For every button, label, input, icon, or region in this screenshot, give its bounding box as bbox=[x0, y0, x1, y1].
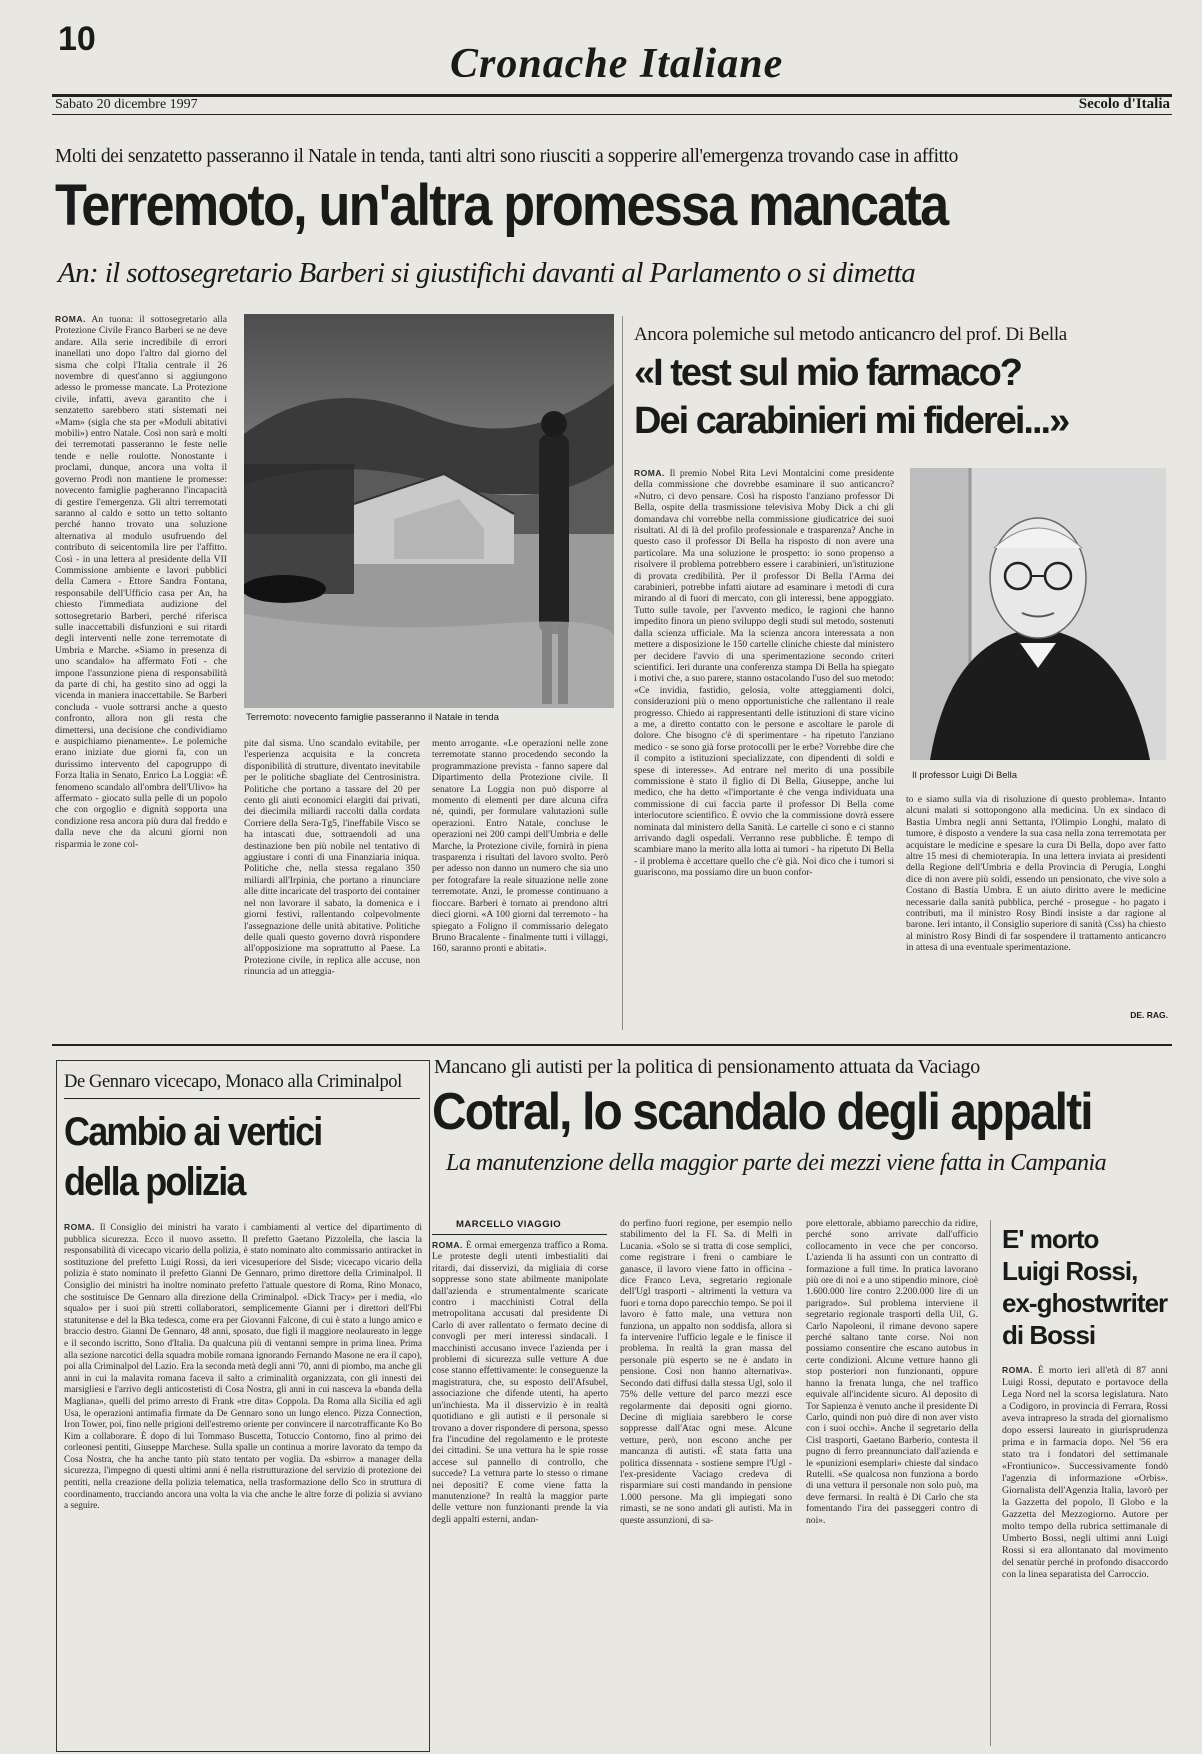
cotral-column-2 bbox=[620, 1218, 792, 1748]
police-headline-line-2: della polizia bbox=[64, 1160, 245, 1204]
issue-date: Sabato 20 dicembre 1997 bbox=[55, 97, 198, 112]
cotral-dateline: ROMA. bbox=[432, 1240, 463, 1250]
cotral-col1-text: È ormai emergenza traffico a Roma. Le proteste degli utenti imbestialiti dai ritardi, dai disservizi, da migliaia di corse soppresse sono state abilmente manipolate dall'azienda e strumentalmente scaricate contro i macchinisti Cotral della metropolitana accusati dal presidente Di Carlo di aver rallentato o fermato decine di convogli per meri interessi sindacali. I macchinisti accusano invece l'azienda per i problemi di sicurezza sulle vetture A due cose stanno effettivamente: le conseguenze la magistratura, che, su esposto dell'Afsubel, associazione che difende utenti, ha aperto un'inchiesta. Ma il disservizio è in realtà quotidiano e gli autisti e il personale si trovano a dover rispondere di persona, spesso fra l'incudine del regolamento e le proteste dei cittadini. Se una vettura ha le spie rosse accese sul pannello di controllo, che succede? La vettura parte lo stesso o rimane nei depositi? E come viene fatta la manutenzione? In realtà la maggior parte delle vetture non funzionanti prende la via degli appalti esterni, andan- bbox=[432, 1240, 608, 1525]
dibella-photo-caption: Il professor Luigi Di Bella bbox=[912, 770, 1018, 781]
rossi-body-text: È morto ieri all'età di 87 anni Luigi Rossi, deputato e portavoce della Lega Nord nel la scorsa legislatura. Nato a Codigoro, in provincia di Ferrara, Rossi aveva intrapreso la strada del giornalismo dopo essersi laureato in giurisprudenza prima e in farmacia dopo. Nel '56 era stato tra i fondatori del settimanale «Frontiunico». Successivamente fondò l'agenzia di informazione «Orbis». Giornalista dell'Agenzia Italia, lavorò per la Gazzetta del popolo, Il Globo e la Gazzetta del Mezzogiorno. Autore per molto tempo della rubrica settimanale di Umberto Bossi, negli ultimi anni Luigi Rossi si era allontanato dal movimento del senatùr perché in profondo disaccordo con la linea separatista del Carroccio. bbox=[1002, 1365, 1168, 1580]
cotral-col3-text: pore elettorale, abbiamo parecchio da ridire, perché sono arrivate dall'ufficio collocamento in vece che per concorso. L'azienda li ha assunti con un contratto di formazione a full time. In pratica lavorano più ore di noi e a uno stipendio minore, cioè 1.600.000 lire contro 2.200.000 lire di un parigrado». Sul problema interviene il segretario regionale trasporti della Uil, G. Carlo Napoleoni, il rimane devono sapere perché saltano tante corse. Noi non possiamo consentire che escano autobus in certe condizioni. Alcune vetture hanno gli stop posteriori non funzionanti, oppure hanno la frenata lunga, che nel traffico equivale all'incidente sicuro. Al deposito di Tor Sapienza è venuto anche il presidente Di Carlo, quindi non può dire di non aver visto con i suoi occhi». Anche il segretario della Cisl trasporti, Gaetano Barberio, contesta il pugno di ferro preannunciato dall'azienda e le «punizioni esemplari» chieste dal sindaco Rutelli. «Se qualcosa non funziona a bordo di una vettura il personale non solo può, ma deve fermarsi. In realtà è Di Carlo che sta fomentando l'ira dei passeggeri contro di noi». bbox=[806, 1218, 978, 1526]
dibella-column-2 bbox=[906, 794, 1166, 1006]
newspaper-name: Secolo d'Italia bbox=[1078, 96, 1170, 112]
cotral-byline-rule bbox=[432, 1234, 607, 1235]
dibella-headline-line-1: «I test sul mio farmaco? bbox=[634, 352, 1022, 394]
masthead-rule-top bbox=[52, 94, 1172, 97]
cotral-kicker: Mancano gli autisti per la politica di pensionamento attuata da Vaciago bbox=[434, 1056, 980, 1078]
dibella-col1-text: Il premio Nobel Rita Levi Montalcini come presidente della commissione che dovrebbe esaminare il suo anticancro? «Nutro, ci devo pensare. Così ha risposto l'anziano professor Di Bella, ospite della trasmissione televisiva Moby Dick a chi gli domandava chi vorrebbe nella commissione giudicatrice dei suoi risultati. Al di là del profilo professionale e trasparenza? Anche in questo caso il professor Di Bella ha risposto di non avere una particolare. Ma una soluzione le prospetto: io sono propenso a risolvere il problema potrebbero essere i carabinieri, un'istituzione di provata credibilità. Per il professor Di Bella l'Arma dei carabinieri, potrebbe infatti aiutare ad esaminare i metodi di cura mirando al di fuori di mercato, con gli interessi, bene appoggiato. Tutto sulle tavole, per l'avvento medico, le ragioni che hanno impedito finora un pieno sviluppo degli studi sul metodo, sostenuti dalla scienza ufficiale. Ma la scienza ancora interessata a non mettere a disposizione le 150 cartelle cliniche chieste dal ministero per decidere l'avvio di una sperimentazione secondo criteri scientifici. Ieri durante una conferenza stampa Di Bella ha spiegato i motivi che, a suo parere, stanno ostacolando l'uso del suo metodo: «Ce invidia, fastidio, gelosia, volte atteggiamenti dolci, considerazioni più o meno opportunistiche che rallentano il reale progresso. Chiedo ai rappresentanti delle istituzioni di stare vicino a me, a diretto contatto con le persone e ascoltare le parole di dolore. Che bisogno c'è di sperimentare - ha ripetuto l'anziano medico - se sono già forse protocolli per le erbe? Vorrebbe dire che il compito a istituzioni specializzate, con dipendenti di soldi e spese di interesse». Ad entrare nel merito di una possibile commissione è stato il figlio di Di Bella, Giuseppe, anche lui medico, che ha detto «l'importante è che venga individuata una commissione di cui faccia parte il professor Di Bella come interlocutore scientifico. È ovvio che la commissione dovrà essere nominata dal ministero della Sanità. Le cartelle ci sono e ci stanno arrivando dagli ospedali. Verranno rese pubbliche. È tempo di scambiare mano la merito alla lotta ai tumori - ha ripetuto Di Bella - il problema è accettare quello che c'è già. Noi dico che i tumori si guariscono, ma possiamo dire un buon confor- bbox=[634, 468, 894, 879]
lead-kicker: Molti dei senzatetto passeranno il Natale in tenda, tanti altri sono riusciti a sopperire all'emergenza trovando case in affitto bbox=[55, 146, 958, 167]
cotral-column-3 bbox=[806, 1218, 978, 1748]
earthquake-photo bbox=[244, 314, 614, 708]
middle-rule bbox=[52, 1044, 1172, 1046]
police-kicker: De Gennaro vicecapo, Monaco alla Criminalpol bbox=[64, 1072, 402, 1092]
lead-col2-text: pite dal sisma. Uno scandalo evitabile, per l'esperienza acquisita e la concreta disponibilità di strutture, diventato inevitabile per le politiche sbagliate del Centrosinistra. Politiche che portano a tassare del 20 per cento gli aiuti economici elargiti dai privati, dei diecimila miliardi raccolti dalla cordata Corriere della Sera-Tg5, l'ineffabile Visco se ha intascati due, sottraendoli ad una destinazione ben più nobile nel tentativo di aggiustare i conti di una Finanziaria iniqua. Politiche che, nella stessa regalano 350 miliardi all'Irpinia, che portano a rinunciare alle ditte incaricate del trasporto dei container nel non lavorare il sabato, la domenica e i giorni festivi, rallentando colpevolmente l'assegnazione delle unità abitative. Politiche delle quali questo governo dovrà rispondere all'opposizione ma soprattutto al Paese. La Protezione civile, in replica alle accuse, non rinuncia ad un atteggia- bbox=[244, 738, 420, 978]
police-body-text: Il Consiglio dei ministri ha varato i cambiamenti al vertice del dipartimento di pubblica sicurezza. Ecco il nuovo assetto. Il prefetto Gaetano Pizzolella, che lascia la responsabilità di vicecapo vicario della polizia, è stato nominato alto commissario antiracket in sostituzione del prefetto Luigi Rossi, da ieri vicesuperiore del Sisde; vicecapo vicario della polizia è stato nominato il prefetto Gianni De Gennaro, primo direttore della Criminalpol. Il Consiglio dei ministri ha inoltre nominato prefetto l'attuale questore di Roma, Rino Monaco, che sostituisce De Gennaro alla direzione della Criminalpol. «Dick Tracy» per i media, «lo squalo» per i suoi più stretti collaboratori, semplicemente Gianni per i direttori dell'Fbi statunitense e del la Bka tedesca, come era per Giovanni Falcone, di cui è stato a lungo amico e braccio destro. Gianni De Gennaro, 48 anni, sposato, due figli il maggiore neolaureato in legge e il secondo iscritto, Sono d'Italia. Da qualcuna più di ventanni sempre in prima linea. Prima alla sezione narcotici della squadra mobile romana ignorando Fernando Masone ne era il capo), poi alla Criminalpol del Lazio. Era la seconda metà degli anni '70, anni di piombo, ma anche gli anni in cui la malavita romana faceva il salto a criminalità organizzata, con gli innesti dei marsigliesi e l'arrivo degli anticostetisti di Cosa Nostra, gli anni in cui nasceva la «banda della Magliana», quelli del primo arresto di Frank «tre dita» Coppola. Da Roma alla Sicilia ed agli Usa, le operazioni antimafia firmate da De Gennaro sono un lungo elenco. Pizza Connection, Iron Tower, poi, fino nelle prigioni dell'estremo oriente per convincere il narcotrafficante Ko Bo Kim a collaborare. È dopo di lui Tommaso Buscetta, Totuccio Contorno, fino al primo dei corleonesi pentiti, Giuseppe Marchese. Sulla spalle un continua a morire lavorato da tempo da Cosa Nostra, che ha anche tanto più stato tentato per voglia. Da «sbirro» a manager della sicurezza, l'impegno di questi ultimi anni è nella ristrutturazione del servizio di protezione dei pentiti, nella creazione della polizia telematica, nella trasformazione dello Sco in struttura di coordinamento, tracciando ancora una volta la via che anche le altre forze di polizia si avviano a seguire. bbox=[64, 1223, 422, 1512]
lead-subhead: An: il sottosegretario Barberi si giustifichi davanti al Parlamento o si dimetta bbox=[58, 257, 916, 289]
dibella-byline: DE. RAG. bbox=[1130, 1010, 1168, 1020]
dibella-headline-line-2: Dei carabinieri mi fiderei...» bbox=[634, 400, 1069, 442]
cotral-column-1 bbox=[432, 1240, 608, 1748]
lead-headline: Terremoto, un'altra promessa mancata bbox=[55, 173, 948, 238]
masthead-rule-bottom bbox=[52, 114, 1172, 115]
lead-dateline: ROMA. bbox=[55, 314, 86, 324]
rossi-divider bbox=[990, 1220, 991, 1746]
dibella-dateline: ROMA. bbox=[634, 468, 665, 478]
lead-col1-text: An tuona: il sottosegretario alla Protezione Civile Franco Barberi se ne deve andare. Alla serie incredibile di errori inanellati uno dopo l'altro dal giorno del sisma che colpì l'Italia centrale il 26 novembre di quest'anno si aggiungono adesso le promesse mancate. La Protezione civile, infatti, aveva garantito che i senzatetto sarebbero stati sistemati nei «Mam» (sigla che sta per «Moduli abitativi mobili») entro Natale. Così non sarà e molti dei terremotati passeranno le feste nelle tende e nelle roulotte. Nonostante i proclami, dunque, ancora una volta il governo Prodi non mantiene le promesse: novecento famiglie pagheranno l'incapacità di gestire l'emergenza. Gli altri terremotati saranno al caldo e sotto un tetto soltanto perché hanno trovato una soluzione alternativa al modulo usufruendo del contributo di seicentomila lire per l'affitto. Così - in una lettera al presidente della VII Commissione ambiente e lavori pubblici della Camera - Ettore Sandra Fontana, responsabile dell'Ufficio casa per An, ha chiesto l'immediata audizione del sottosegretario Barberi, perché riferisca sulle inaccettabili disfunzioni e sui ritardi degli interventi nelle zone terremotate di Umbria e Marche. «Siamo in presenza di uno scandalo» ha affermato Foti - che impone l'assunzione piena di responsabilità da parte di chi, ha gestito sino ad oggi la vicenda in maniera inaccettabile. Se Barberi concluda - vuole sottrarsi anche a questo confronto, allora non gli resta che dimettersi, una decisione che condividiamo e auspichiamo pienamente». Le polemiche erano iniziate due giorni fa, con un durissimo intervento del capogruppo di Forza Italia in Senato, Enrico La Loggia: «È fenomeno scandalo all'ombra dell'Ulivo» ha affermato - giocato sulla pelle di un popolo che con orgoglio e dignità sopporta una condizione resa ancora più dura dal freddo e dalla neve che da alcuni giorni non risparmia le zone col- bbox=[55, 314, 227, 850]
cotral-byline: MARCELLO VIAGGIO bbox=[456, 1219, 562, 1230]
police-dateline: ROMA. bbox=[64, 1222, 95, 1232]
tent-camp-illustration bbox=[244, 314, 614, 708]
cotral-subhead: La manutenzione della maggior parte dei mezzi viene fatta in Campania bbox=[446, 1150, 1107, 1176]
cotral-headline: Cotral, lo scandalo degli appalti bbox=[432, 1083, 1092, 1141]
rossi-headline-line-4: di Bossi bbox=[1002, 1320, 1096, 1350]
police-kicker-rule bbox=[64, 1098, 420, 1099]
page-number: 10 bbox=[58, 20, 96, 58]
rossi-headline-line-2: Luigi Rossi, bbox=[1002, 1256, 1138, 1286]
dibella-kicker: Ancora polemiche sul metodo anticancro del prof. Di Bella bbox=[634, 324, 1067, 345]
cotral-col2-text: do perfino fuori regione, per esempio nello stabilimento del la FI. Sa. di Melfi in Lucania. «Solo se si tratta di cose semplici, come registrare i freni o cambiare le ganasce, il lavoro viene fatto in officina - dice Franco Leva, segretario regionale dell'Ugl trasporti - altrimenti la vettura va fuori e torna dopo parecchio tempo. Se poi il lavoro è fatto male, una vettura non funziona, un appalto non soddisfa, allora si fa intervenire l'ufficio legale e le finisce il problema. In realtà la gran massa del personale più esperto se ne è andato in pensione. Così non hanno alternativa». Secondo dati diffusi dalla stessa Ugl, solo il 75% delle vetture del parco mezzi esce regolarmente dai depositi ogni giorno. Decine di migliaia sarebbero le corse soppresse dall'Atac ogni mese. Alcune vetture, però, non escono anche per mancanza di autisti. «È stata fatta una politica dissennata - sostiene sempre l'Ugl - l'ex-presidente Vaciago credeva di risparmiare sui costi mandando in pensione 1.000 persone. Ma gli impiegati sono rimasti, se ne sono andati gli autisti. Ma in queste assunzioni, di sa- bbox=[620, 1218, 792, 1526]
rossi-dateline: ROMA. bbox=[1002, 1365, 1033, 1375]
rossi-body bbox=[1002, 1364, 1168, 1748]
rossi-headline-line-1: E' morto bbox=[1002, 1224, 1099, 1254]
earthquake-photo-caption: Terremoto: novecento famiglie passeranno il Natale in tenda bbox=[246, 712, 499, 723]
police-body bbox=[64, 1222, 422, 1742]
dibella-portrait bbox=[910, 468, 1166, 760]
lead-col3-text: mento arrogante. «Le operazioni nelle zone terremotate stanno procedendo secondo la programmazione prevista - fanno sapere dal Dipartimento della Protezione civile. Il senatore La Loggia non può disporre al momento di elementi per dare alcuna cifra né, quindi, per formulare valutazioni sulle operazioni. Entro Natale, concluse le operazioni nei 200 campi dell'Umbria e delle Marche, la Protezione civile, fornirà in piena trasparenza i risultati del lavoro svolto. Però per adesso non danno un numero che sia uno per fotografare la reale situazione nelle zone terremotate. Anzi, le promesse continuano a fioccare. Barberi è tornato ai prendono altri dieci giorni. «A 100 giorni dal terremoto - ha spiegato a Foligno il commissario delegato Bruno Bracalente - finalmente tutti i villaggi, 160, saranno pronti e abitati». bbox=[432, 738, 608, 955]
lead-column-2 bbox=[244, 738, 420, 1034]
section-title: Cronache Italiane bbox=[450, 41, 784, 87]
police-headline-line-1: Cambio ai vertici bbox=[64, 1110, 322, 1154]
dibella-divider bbox=[622, 316, 623, 1030]
portrait-illustration bbox=[910, 468, 1166, 760]
rossi-headline-line-3: ex-ghostwriter bbox=[1002, 1288, 1168, 1318]
dibella-col2-text: to e siamo sulla via di risoluzione di questo problema». Intanto alcuni malati si sottopongono alla medicina. Un ex sindaco di Bastia Umbra negli anni Settanta, l'Olimpio Longhi, malato di tumore, è disposto a vendere la sua casa nella zona terremotata per acquistare le medicine e spesare la cura Di Bella, dopo aver fatto altre 15 mesi di chemioterapia. In una lettera inviata ai presidenti della Regione dell'Umbria e della Provincia di Perugia, Longhi dice di non avere più soldi, essendo un pensionato, che vive solo a Costano di Bastia Umbra. E un aiuto diritto avere le medicine necessarie dalla sanità pubblica, perché - prosegue - ho pagato i contributi, ma il ministro Rosy Bindi insiste a dar ragione al barone. Ieri intanto, il Consiglio superiore di sanità (Css) ha chiesto al ministro Rosy Bindi di far sospendere il trattamento anticancro in attesa di una eventuale sperimentazione. bbox=[906, 794, 1166, 954]
lead-column-3 bbox=[432, 738, 608, 1034]
lead-column-1 bbox=[55, 314, 227, 1034]
dibella-column-1 bbox=[634, 468, 894, 1008]
